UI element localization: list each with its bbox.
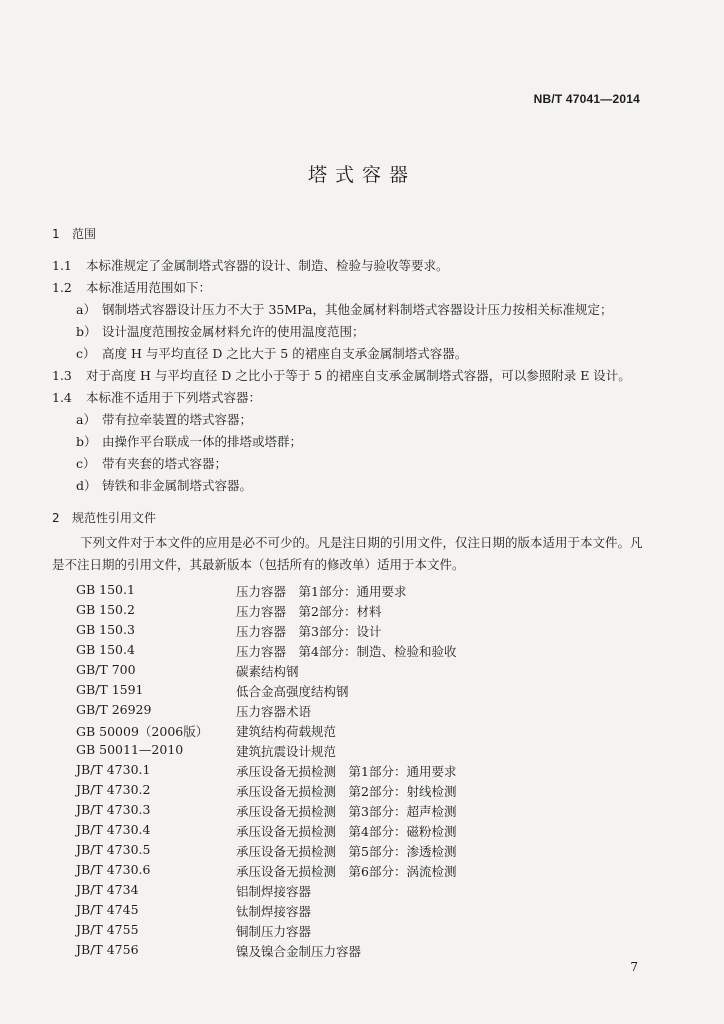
reference-code: GB/T 26929 <box>76 702 152 717</box>
reference-title: 压力容器 第1部分：通用要求 <box>236 584 407 599</box>
reference-code: GB 150.3 <box>76 622 135 637</box>
section-title: 规范性引用文件 <box>72 511 157 525</box>
reference-code: JB/T 4745 <box>76 902 139 917</box>
clause-1-3: 1.3 对于高度 H 与平均直径 D 之比小于等于 5 的裙座自支承金属制塔式容器，可以参照附录 E 设计。 <box>52 368 631 383</box>
section-title: 范围 <box>72 227 97 241</box>
reference-title: 承压设备无损检测 第3部分：超声检测 <box>236 804 457 819</box>
reference-title: 铜制压力容器 <box>236 924 312 939</box>
reference-code: GB/T 1591 <box>76 682 144 697</box>
reference-title: 铝制焊接容器 <box>236 884 312 899</box>
reference-title: 低合金高强度结构钢 <box>236 684 349 699</box>
reference-title: 压力容器 第3部分：设计 <box>236 624 382 639</box>
reference-code: JB/T 4730.3 <box>76 802 151 817</box>
reference-title: 建筑抗震设计规范 <box>236 744 337 759</box>
reference-code: GB 150.4 <box>76 642 135 657</box>
reference-code: GB 50011—2010 <box>76 742 184 757</box>
reference-code: JB/T 4756 <box>76 942 139 957</box>
reference-code: GB/T 700 <box>76 662 136 677</box>
list-item: a） 带有拉牵装置的塔式容器； <box>76 412 253 427</box>
reference-code: GB 150.2 <box>76 602 135 617</box>
reference-title: 承压设备无损检测 第2部分：射线检测 <box>236 784 457 799</box>
reference-code: GB 150.1 <box>76 582 135 597</box>
section-1-heading <box>52 226 96 242</box>
reference-title: 钛制焊接容器 <box>236 904 312 919</box>
reference-code: JB/T 4755 <box>76 922 139 937</box>
list-item: a） 钢制塔式容器设计压力不大于 35MPa，其他金属材料制塔式容器设计压力按相关标准规定； <box>76 302 613 317</box>
reference-title: 承压设备无损检测 第6部分：涡流检测 <box>236 864 457 879</box>
section-number: 1 <box>52 227 60 241</box>
reference-title: 承压设备无损检测 第4部分：磁粉检测 <box>236 824 457 839</box>
reference-title: 压力容器术语 <box>236 704 312 719</box>
reference-code: GB 50009（2006版） <box>76 724 209 739</box>
document-title: 塔式容器 <box>307 164 416 186</box>
standard-code: NB/T 47041—2014 <box>533 92 640 106</box>
reference-title: 压力容器 第2部分：材料 <box>236 604 382 619</box>
reference-code: JB/T 4730.2 <box>76 782 151 797</box>
reference-title: 建筑结构荷载规范 <box>236 724 337 739</box>
clause-1-2: 1.2 本标准适用范围如下： <box>52 280 212 295</box>
list-item: b） 由操作平台联成一体的排塔或塔群； <box>76 434 303 449</box>
page-number: 7 <box>630 960 638 974</box>
clause-1-1: 1.1 本标准规定了金属制塔式容器的设计、制造、检验与验收等要求。 <box>52 258 449 273</box>
clause-1-4: 1.4 本标准不适用于下列塔式容器： <box>52 390 262 405</box>
reference-code: JB/T 4734 <box>76 882 139 897</box>
reference-code: JB/T 4730.5 <box>76 842 151 857</box>
reference-title: 压力容器 第4部分：制造、检验和验收 <box>236 644 457 659</box>
reference-title: 承压设备无损检测 第1部分：通用要求 <box>236 764 457 779</box>
list-item: c） 带有夹套的塔式容器； <box>76 456 228 471</box>
reference-title: 碳素结构钢 <box>236 664 299 679</box>
reference-title: 承压设备无损检测 第5部分：渗透检测 <box>236 844 457 859</box>
list-item: c） 高度 H 与平均直径 D 之比大于 5 的裙座自支承金属制塔式容器。 <box>76 346 468 361</box>
intro-paragraph: 下列文件对于本文件的应用是必不可少的。凡是注日期的引用文件，仅注日期的版本适用于本文件。凡是不注日期的引用文件，其最新版本（包括所有的修改单）适用于本文件。 <box>52 535 643 572</box>
reference-code: JB/T 4730.1 <box>76 762 151 777</box>
list-item: b） 设计温度范围按金属材料允许的使用温度范围； <box>76 324 365 339</box>
reference-code: JB/T 4730.4 <box>76 822 151 837</box>
section-number: 2 <box>52 511 60 525</box>
reference-title: 镍及镍合金制压力容器 <box>236 944 362 959</box>
list-item: d） 铸铁和非金属制塔式容器。 <box>76 478 253 493</box>
section-2-heading <box>52 510 156 526</box>
reference-code: JB/T 4730.6 <box>76 862 151 877</box>
